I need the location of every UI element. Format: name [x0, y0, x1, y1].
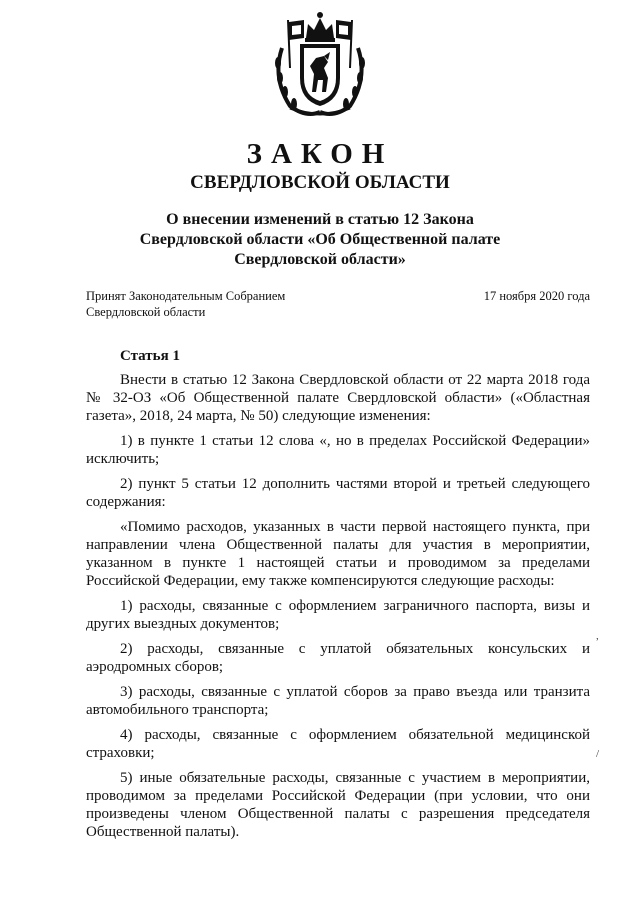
- subject-line: Свердловской области»: [234, 251, 406, 268]
- margin-mark: ,: [596, 630, 599, 642]
- adoption-date: 17 ноября 2020 года: [483, 289, 590, 303]
- region-title: СВЕРДЛОВСКОЙ ОБЛАСТИ: [190, 172, 450, 193]
- article-paragraph: 2) пункт 5 статьи 12 дополнить частями второй и третьей следующего содержания:: [86, 476, 590, 510]
- article-paragraph: 4) расходы, связанные с оформлением обязательной медицинской страховки;: [86, 727, 590, 761]
- adopting-body-line: Принят Законодательным Собранием: [86, 289, 286, 303]
- subject-line: О внесении изменений в статью 12 Закона: [166, 211, 474, 228]
- adopting-body: [86, 288, 285, 320]
- subject-line: Свердловской области «Об Общественной палате: [139, 231, 501, 248]
- article-paragraph: 2) расходы, связанные с уплатой обязательных консульских и аэродромных сборов;: [86, 641, 590, 675]
- article-paragraph: 5) иные обязательные расходы, связанные с участием в мероприятии, проводимом за пределами Российской Федерации (при условии, что они произведены членом Общественной палаты с разрешения председателя Общественной палаты).: [86, 770, 590, 840]
- article-paragraph: Внести в статью 12 Закона Свердловской области от 22 марта 2018 года № 32-ОЗ «Об Общественной палате Свердловской области» («Областная газета», 2018, 24 марта, № 50) следующие изменения:: [86, 372, 590, 424]
- article-paragraph: 1) в пункте 1 статьи 12 слова «, но в пределах Российской Федерации» исключить;: [86, 433, 590, 467]
- article-body: [86, 371, 590, 848]
- article-title: Статья 1: [120, 348, 180, 364]
- law-subject: [120, 210, 520, 270]
- article-paragraph: «Помимо расходов, указанных в части первой настоящего пункта, при направлении члена Общественной палаты для участия в мероприятии, указанном в пункте 1 настоящей статьи и проводимом за пределами Российской Федерации, ему также компенсируются следующие расходы:: [86, 519, 590, 589]
- coat-of-arms-icon: [268, 8, 372, 120]
- article-paragraph: 1) расходы, связанные с оформлением заграничного паспорта, визы и других выездных документов;: [86, 598, 590, 632]
- margin-mark: /: [596, 748, 600, 760]
- adopting-body-line: Свердловской области: [86, 305, 206, 319]
- article-paragraph: 3) расходы, связанные с уплатой сборов за право въезда или транзита автомобильного транспорта;: [86, 684, 590, 718]
- law-title: ЗАКОН: [246, 138, 394, 170]
